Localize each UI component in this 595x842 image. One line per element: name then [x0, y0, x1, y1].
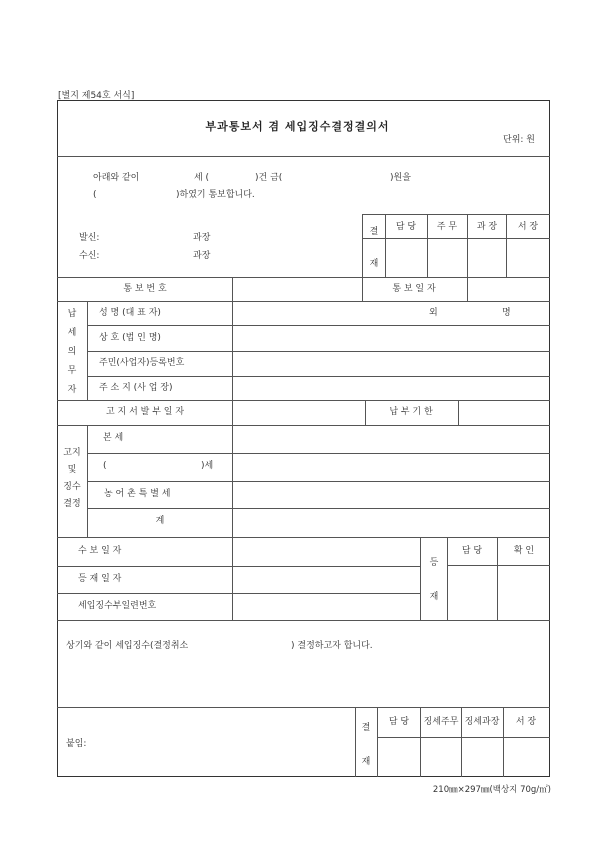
rule [57, 425, 550, 426]
taxpayer-row-label: 상 호 (법 인 명) [99, 333, 161, 343]
decision-group-label: 고지 및 징수 결정 [63, 448, 81, 509]
rule [87, 376, 550, 377]
receiver-title: 과장 [193, 251, 211, 261]
page-title: 부과통보서 겸 세입징수결정결의서 [205, 120, 390, 133]
approval-gyeol: 결 [361, 723, 371, 733]
notice-issue-date-label: 고 지 서 발 부 일 자 [105, 407, 185, 417]
statement-text: 상기와 같이 세입징수(결정취소 [66, 641, 189, 651]
taxpayer-group-label: 납 세 의 무 자 [67, 309, 77, 395]
rule [385, 214, 386, 277]
rule [87, 508, 550, 509]
other-tax-close: )세 [201, 461, 214, 471]
approval-col: 과 장 [476, 222, 498, 232]
main-tax-label: 본 세 [103, 433, 124, 443]
rule [57, 707, 550, 708]
register-col: 담 당 [461, 546, 483, 556]
taxpayer-row-label: 주 소 지 (사 업 장) [99, 383, 173, 393]
approval-col: 주 무 [436, 222, 458, 232]
rule [57, 566, 420, 567]
register-jae: 재 [429, 592, 439, 602]
rule [362, 214, 363, 277]
intro-text: 세 ( [194, 173, 210, 183]
rule [232, 301, 233, 400]
rule [232, 425, 233, 537]
due-date-label: 납 부 기 한 [389, 407, 433, 417]
rule [447, 537, 448, 620]
rule [506, 214, 507, 277]
rule [232, 400, 233, 425]
approval-col: 담 당 [388, 717, 410, 727]
register-date-label: 등 재 일 자 [78, 574, 122, 584]
taxpayer-row-label: 주민(사업자)등록번호 [99, 358, 185, 368]
intro-text: )건 금( [255, 173, 283, 183]
rule [87, 481, 550, 482]
rule [87, 351, 550, 352]
rule [57, 400, 550, 401]
approval-col: 징세과장 [464, 717, 500, 727]
rule [362, 214, 550, 215]
approval-col: 담 당 [395, 222, 417, 232]
rule [427, 214, 428, 277]
rule [87, 425, 88, 537]
unit-label: 단위: 원 [503, 135, 535, 145]
total-label: 계 [155, 516, 165, 526]
intro-text: )원을 [390, 173, 411, 183]
serial-no-label: 세입징수부일련번호 [78, 601, 157, 611]
notice-number-label: 통 보 번 호 [123, 284, 167, 294]
rule [377, 707, 378, 777]
sender-label: 발신: [79, 233, 100, 243]
rule [420, 537, 421, 620]
approval-jae: 재 [369, 259, 379, 269]
rule [232, 277, 233, 301]
receiver-label: 수신: [79, 251, 100, 261]
rule [447, 565, 550, 566]
register-deung: 등 [429, 558, 439, 568]
rule [497, 537, 498, 620]
notice-date-label: 통 보 일 자 [392, 284, 436, 294]
sender-title: 과장 [193, 233, 211, 243]
rule [377, 737, 550, 738]
intro-text: ( [93, 190, 97, 200]
rule [57, 537, 550, 538]
rule [87, 301, 88, 400]
approval-gyeol: 결 [369, 227, 379, 237]
rule [87, 453, 550, 454]
others-label: 외 [429, 308, 438, 318]
register-col: 확 인 [513, 546, 535, 556]
rule [458, 400, 459, 425]
rule [365, 400, 366, 425]
rule [461, 707, 462, 777]
taxpayer-row-label: 성 명 (대 표 자) [99, 308, 161, 318]
approval-col: 서 장 [515, 717, 537, 727]
rule [232, 537, 233, 620]
rule [355, 707, 356, 777]
attachment-label: 붙임: [66, 739, 87, 749]
approval-col: 서 장 [517, 222, 539, 232]
rule [87, 325, 550, 326]
rule [57, 301, 550, 302]
paper-spec: 210㎜×297㎜(백상지 70g/㎡) [432, 785, 551, 795]
rule [362, 238, 550, 239]
receipt-date-label: 수 보 일 자 [78, 546, 122, 556]
rule [57, 593, 420, 594]
statement-text: ) 결정하고자 합니다. [291, 641, 373, 651]
intro-text: 아래와 같이 [93, 173, 140, 183]
persons-label: 명 [502, 308, 511, 318]
rule [503, 707, 504, 777]
intro-text: )하였기 통보합니다. [176, 190, 255, 200]
rule [420, 707, 421, 777]
rule [467, 214, 468, 277]
form-label: [별지 제54호 서식] [58, 91, 135, 101]
rural-tax-label: 농 어 촌 특 별 세 [104, 489, 171, 499]
rule [57, 156, 550, 157]
other-tax-open: ( [103, 461, 107, 471]
rule [362, 277, 363, 301]
approval-jae: 재 [361, 757, 371, 767]
rule [467, 277, 468, 301]
rule [57, 277, 550, 278]
approval-col: 징세주무 [423, 717, 459, 727]
rule [57, 620, 550, 621]
